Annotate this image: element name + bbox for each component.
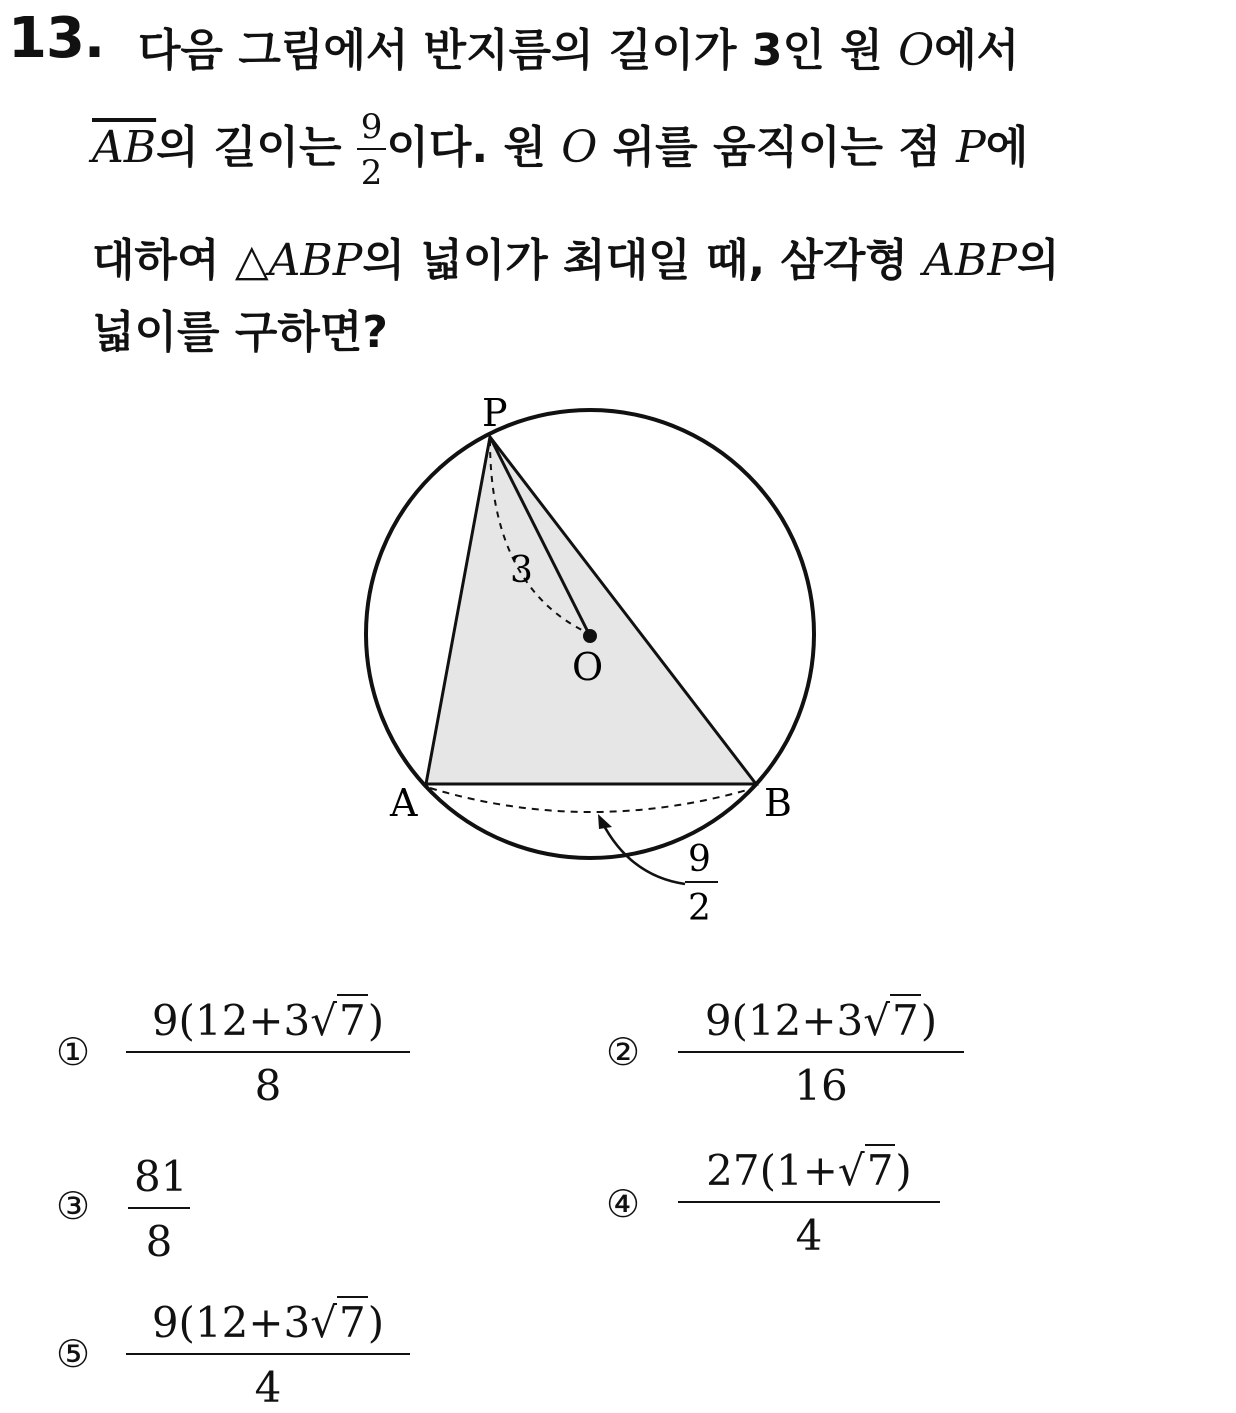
label-o: O	[572, 645, 604, 689]
question-line-2	[92, 107, 1029, 193]
question-line-1	[138, 14, 1019, 78]
var-p: P	[956, 122, 986, 173]
fraction-9-2	[357, 107, 387, 193]
choice-numerator: 9(12+3√7)	[126, 996, 410, 1053]
choice-denominator: 8	[145, 1217, 173, 1266]
triangle-abp-shape	[426, 437, 756, 784]
var-abp: ABP	[923, 235, 1017, 286]
question-text: 에서	[934, 25, 1020, 76]
question-text: 이다. 원	[386, 122, 562, 173]
choice-fraction	[678, 1146, 940, 1260]
question-line-4: 넓이를 구하면?	[92, 307, 388, 358]
question-text: 의 넓이가 최대일 때, 삼각형	[362, 235, 924, 286]
var-o: O	[898, 25, 935, 76]
chord-dashed-arc	[430, 788, 754, 812]
choice-denominator: 4	[795, 1211, 823, 1260]
fraction-denominator: 2	[360, 153, 383, 193]
fraction-numerator: 9	[357, 110, 387, 150]
var-o: O	[561, 122, 598, 173]
choice-fraction	[126, 1298, 410, 1412]
center-point	[583, 629, 597, 643]
choice-fraction	[678, 996, 964, 1110]
choice-mark: ③	[56, 1184, 91, 1228]
choice-mark: ④	[606, 1182, 641, 1226]
sqrt-symbol: √7	[863, 996, 919, 1045]
question-text: 의	[1016, 235, 1060, 286]
choice-2[interactable]	[600, 990, 1040, 1110]
choice-denominator: 4	[254, 1363, 282, 1412]
question-number: 13.	[8, 6, 105, 71]
label-a: A	[390, 781, 418, 825]
choice-5[interactable]	[0, 1292, 460, 1412]
choice-mark: ⑤	[56, 1332, 91, 1376]
choice-4[interactable]	[600, 1140, 1040, 1260]
choice-numerator: 9(12+3√7)	[126, 1298, 410, 1355]
choice-numerator: 9(12+3√7)	[678, 996, 964, 1053]
choice-fraction	[128, 1152, 190, 1266]
label-ab-numerator: 9	[688, 839, 711, 880]
label-b: B	[764, 781, 792, 825]
triangle-abp: △ABP	[234, 235, 363, 286]
sqrt-symbol: √7	[310, 1298, 366, 1347]
choice-mark: ①	[56, 1030, 91, 1074]
choice-fraction	[126, 996, 410, 1110]
label-radius: 3	[510, 550, 533, 591]
choice-1[interactable]	[0, 990, 460, 1110]
question-text: 다음 그림에서 반지름의 길이가 3인 원	[138, 25, 899, 76]
question-line-3	[92, 224, 1060, 288]
question-text: 에	[985, 122, 1029, 173]
choice-denominator: 8	[254, 1061, 282, 1110]
choice-numerator: 81	[128, 1152, 190, 1209]
sqrt-symbol: √7	[837, 1146, 894, 1195]
label-ab-denominator: 2	[688, 888, 711, 929]
label-p: P	[482, 391, 508, 435]
choice-mark: ②	[606, 1030, 641, 1074]
choice-3[interactable]	[0, 1146, 300, 1266]
geometry-figure	[340, 378, 860, 938]
sqrt-symbol: √7	[310, 996, 366, 1045]
question-text: 대하여	[92, 235, 235, 286]
choice-numerator: 27(1+√7)	[678, 1146, 940, 1203]
question-text: 위를 움직이는 점	[597, 122, 957, 173]
question-text: 의 길이는	[156, 122, 357, 173]
segment-ab: $\overline{AB}$	[92, 122, 157, 173]
arrow-head	[598, 814, 612, 829]
choice-denominator: 16	[794, 1061, 848, 1110]
